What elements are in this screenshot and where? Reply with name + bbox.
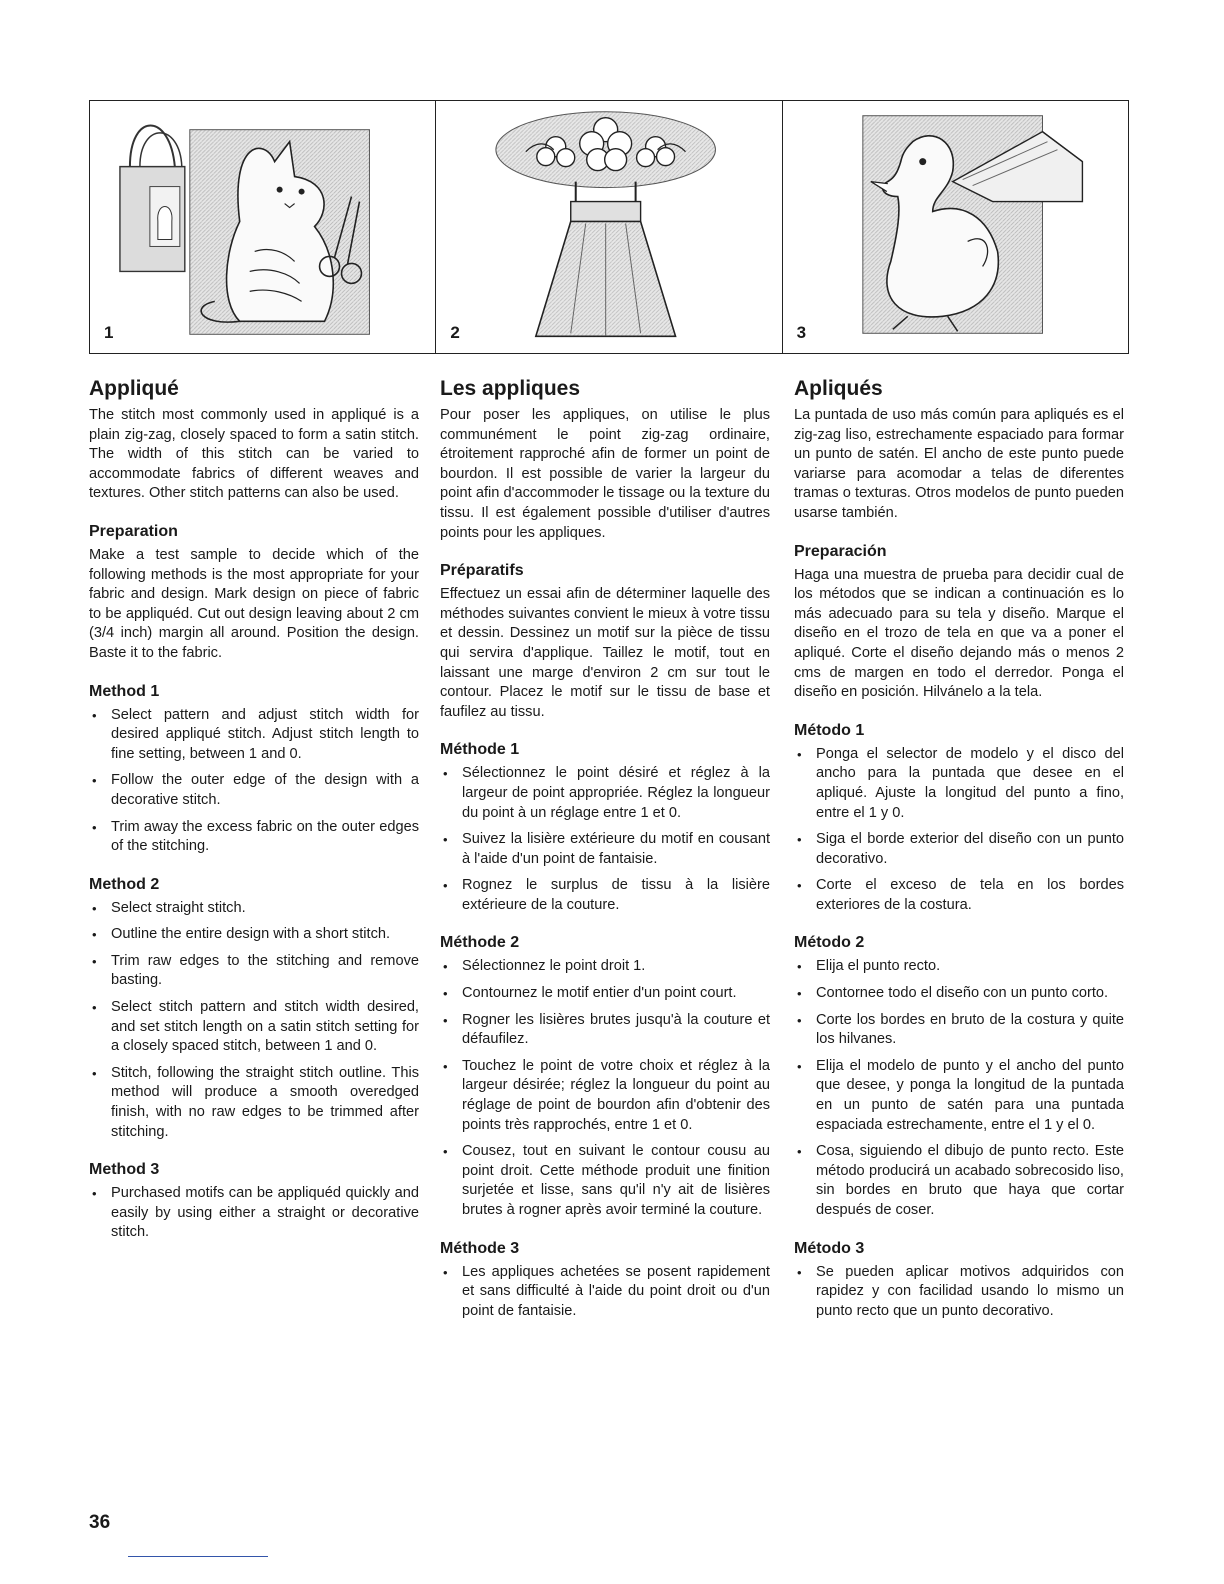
- list-item: • Siga el borde exterior del diseño con un punto decorativo.: [794, 830, 1124, 869]
- english-preparation-text: Make a test sample to decide which of the following methods is the most appropriate for your fabric and design. Mark design on piece of fabric to be appliquéd. Cut out design leaving about 2 cm (3/4 inch) margin all around. Position the design. Baste it to the fabric.: [89, 546, 419, 661]
- french-title: Les appliques: [440, 377, 581, 400]
- french-method3-list: [440, 1263, 770, 1322]
- french-method2-heading: Méthode 2: [440, 934, 520, 952]
- list-item: • Elija el modelo de punto y el ancho del punto que desee, y ponga la longitud de la puntada en un punto de satén para una puntada espaciada estrechamente, entre el 1 y el 0.: [794, 1057, 1124, 1135]
- list-item: • Cousez, tout en suivant le contour cousu au point droit. Cette méthode produit une finition surjetée et lisse, sans qu'il n'y ait de lisières brutes à rogner après avoir terminé la couture.: [440, 1142, 770, 1220]
- list-item: • Select straight stitch.: [89, 899, 419, 919]
- spanish-method2-list: [794, 957, 1124, 1220]
- list-item: • Elija el punto recto.: [794, 957, 1124, 977]
- list-item: • Trim raw edges to the stitching and remove basting.: [89, 952, 419, 991]
- list-item: • Outline the entire design with a short stitch.: [89, 925, 419, 945]
- list-item: • Suivez la lisière extérieure du motif en cousant à l'aide d'un point de fantaisie.: [440, 830, 770, 869]
- french-preparation-heading: Préparatifs: [440, 562, 524, 580]
- figure-panel-1: [90, 101, 436, 353]
- french-intro: Pour poser les appliques, on utilise le plus communément le point zig-zag ordinaire, étroitement rapproché afin de former un point de bourdon. Il est possible de varier la largeur du point afin d'accommoder le tissage ou la texture du tissu. Il est également possible d'utiliser d'autres points pour les appliques.: [440, 407, 770, 541]
- list-item: • Sélectionnez le point désiré et réglez à la largeur de point appropriée. Réglez la longueur du point à un réglage entre 1 et 0.: [440, 764, 770, 823]
- figure-number-3: 3: [796, 323, 807, 342]
- english-method1-list: [89, 706, 419, 857]
- duck-applique-illustration: [783, 101, 1128, 353]
- footer-rule: [128, 1556, 268, 1557]
- cat-applique-illustration: [90, 101, 435, 353]
- english-method1-heading: Method 1: [89, 682, 160, 700]
- english-method3-list: [89, 1184, 419, 1243]
- english-method3-heading: Method 3: [89, 1161, 160, 1179]
- english-method2-heading: Method 2: [89, 875, 160, 893]
- figure-strip: [89, 100, 1129, 354]
- list-item: • Contournez le motif entier d'un point court.: [440, 984, 770, 1004]
- list-item: • Les appliques achetées se posent rapidement et sans difficulté à l'aide du point droit ou d'un point de fantaisie.: [440, 1263, 770, 1322]
- spanish-method2-heading: Método 2: [794, 934, 865, 952]
- figure-panel-2: [436, 101, 782, 353]
- list-item: • Purchased motifs can be appliquéd quickly and easily by using either a straight or decorative stitch.: [89, 1184, 419, 1243]
- list-item: • Select pattern and adjust stitch width for desired appliqué stitch. Adjust stitch length to fine setting, between 1 and 0.: [89, 706, 419, 765]
- list-item: • Stitch, following the straight stitch outline. This method will produce a smooth overedged finish, with no raw edges to be trimmed after stitching.: [89, 1064, 419, 1142]
- english-title: Appliqué: [89, 377, 179, 400]
- english-column: [89, 376, 419, 1250]
- spanish-preparation-text: Haga una muestra de prueba para decidir cual de los métodos que se indican a continuación es lo más adecuado para su tela y diseño. Marque el diseño en el trozo de tela en que va a poner el apliqué. Corte el diseño dejando más o menos 2 cms de margen en todo el derredor. Ponga el diseño en posición. Hilvánelo a la tela.: [794, 566, 1124, 701]
- flower-applique-illustration: [436, 101, 781, 353]
- list-item: • Touchez le point de votre choix et réglez à la largeur désirée; réglez la longueur du point au réglage de point de bourdon afin d'obtenir des points très rapprochés, entre 1 et 0.: [440, 1057, 770, 1135]
- spanish-column: [794, 376, 1124, 1328]
- list-item: • Rogner les lisières brutes jusqu'à la couture et défaufilez.: [440, 1011, 770, 1050]
- english-intro: The stitch most commonly used in appliqué is a plain zig-zag, closely spaced to form a satin stitch. The width of this stitch can be varied to accommodate fabrics of different weaves and textures. Other stitch patterns can also be used.: [89, 407, 419, 502]
- list-item: • Ponga el selector de modelo y el disco del ancho para la puntada que desee en el apliqué. Ajuste la longitud del punto a fino, entre el 1 y 0.: [794, 745, 1124, 823]
- list-item: • Follow the outer edge of the design with a decorative stitch.: [89, 771, 419, 810]
- french-column: [440, 376, 770, 1328]
- spanish-intro: La puntada de uso más común para apliqués es el zig-zag liso, estrechamente espaciado para formar un punto de satén. El ancho de este punto puede variarse para acomodar a telas de diferentes tramas o texturas. Otros modelos de punto pueden usarse también.: [794, 407, 1124, 521]
- spanish-method1-list: [794, 745, 1124, 916]
- figure-panel-3: [783, 101, 1128, 353]
- list-item: • Corte los bordes en bruto de la costura y quite los hilvanes.: [794, 1011, 1124, 1050]
- list-item: • Rognez le surplus de tissu à la lisière extérieure de la couture.: [440, 876, 770, 915]
- list-item: • Se pueden aplicar motivos adquiridos con rapidez y con facilidad usando lo mismo un punto recto que un punto decorativo.: [794, 1263, 1124, 1322]
- french-method3-heading: Méthode 3: [440, 1239, 520, 1257]
- list-item: • Contornee todo el diseño con un punto corto.: [794, 984, 1124, 1004]
- list-item: • Sélectionnez le point droit 1.: [440, 957, 770, 977]
- list-item: • Trim away the excess fabric on the outer edges of the stitching.: [89, 818, 419, 857]
- spanish-preparation-heading: Preparación: [794, 542, 887, 560]
- spanish-method3-list: [794, 1263, 1124, 1322]
- list-item: • Corte el exceso de tela en los bordes exteriores de la costura.: [794, 876, 1124, 915]
- list-item: • Cosa, siguiendo el dibujo de punto recto. Este método producirá un acabado sobrecosido liso, sin bordes en bruto que haya que cortar después de coser.: [794, 1142, 1124, 1220]
- spanish-method1-heading: Método 1: [794, 721, 865, 739]
- english-method2-list: [89, 899, 419, 1143]
- french-method1-heading: Méthode 1: [440, 741, 520, 759]
- list-item: • Select stitch pattern and stitch width desired, and set stitch length on a satin stitch setting for a closely spaced stitch, between 1 and 0.: [89, 998, 419, 1057]
- figure-number-2: 2: [450, 323, 460, 342]
- french-method1-list: [440, 764, 770, 915]
- english-preparation-heading: Preparation: [89, 522, 178, 540]
- spanish-title: Apliqués: [794, 377, 883, 400]
- french-preparation-text: Effectuez un essai afin de déterminer laquelle des méthodes suivantes convient le mieux à votre tissu et dessin. Dessinez un motif sur la pièce de tissu qui servira d'applique. Taillez le motif, tout en laissant une marge d'environ 2 cm sur tout le contour. Placez le motif sur le tissu de base et faufilez au tissu.: [440, 586, 770, 720]
- page-number: 36: [89, 1512, 111, 1533]
- figure-number-1: 1: [104, 323, 114, 342]
- french-method2-list: [440, 957, 770, 1220]
- spanish-method3-heading: Método 3: [794, 1239, 865, 1257]
